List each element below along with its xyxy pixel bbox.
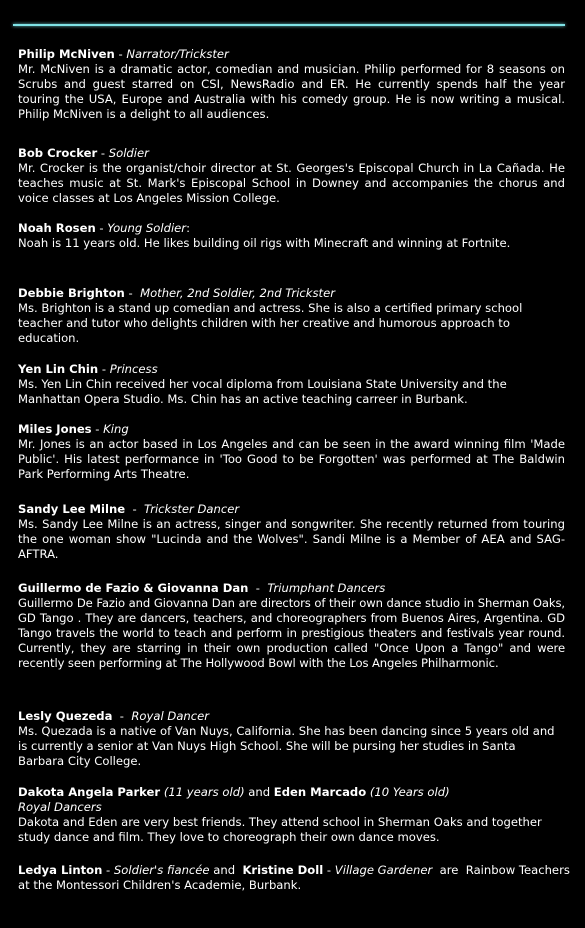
cast-role: King xyxy=(103,422,129,436)
bio-text: Mr. Jones is an actor based in Los Angeles and can be seen in the award winning film 'Made Public'. His latest performance in 'Too Good to be Forgotten' was performed at The Baldwin Park Performing Arts Theatre. xyxy=(18,437,565,481)
bio-guillermo-giovanna xyxy=(18,581,565,671)
bio-text: Mr. Crocker is the organist/choir director at St. Georges's Episcopal Church in La Cañada. He teaches music at St. Mark's Episcopal School in Downey and accompanies the chorus and voice classes at Los Angeles Mission College. xyxy=(18,161,565,205)
cast-role: Young Soldier xyxy=(107,221,187,235)
bio-miles-jones xyxy=(18,422,565,482)
bio-text: Ms. Brighton is a stand up comedian and actress. She is also a certified primary school teacher and tutor who delights children with her creative and humorous approach to education. xyxy=(18,301,523,345)
bio-bob-crocker xyxy=(18,146,565,206)
cast-role: Royal Dancer xyxy=(131,709,210,723)
cast-name: Debbie Brighton xyxy=(18,286,125,300)
bio-heading xyxy=(18,422,565,437)
bio-noah-rosen xyxy=(18,221,565,251)
conjunction: and xyxy=(244,785,274,799)
bio-text: Ms. Sandy Lee Milne is an actress, singer and songwriter. She recently returned from touring the one woman show "Lucinda and the Wolves". Sandi Milne is a Member of AEA and SAG-AFTRA. xyxy=(18,517,565,561)
bio-text: at the Montessori Children's Academie, Burbank. xyxy=(18,878,302,892)
separator: - xyxy=(114,47,127,61)
bio-heading xyxy=(18,221,565,236)
bio-text: are Rainbow Teachers xyxy=(432,863,570,877)
conjunction: and xyxy=(209,863,243,877)
cast-role: Soldier's fiancée xyxy=(113,863,210,877)
cast-name: Ledya Linton xyxy=(18,863,103,877)
bio-text: Guillermo De Fazio and Giovanna Dan are directors of their own dance studio in Sherman Oaks, GD Tango . They are dancers, teachers, and choreographers from Buenos Aires, Argentina. GD Tango travels the world to teach and perform in prestigious theaters and festivals year round. Currently, they are starring in their own production called "Once Upon a Tango" and were recently seen performing at The Hollywood Bowl with the Los Angeles Philharmonic. xyxy=(18,596,565,670)
cast-name: Kristine Doll xyxy=(242,863,324,877)
bio-heading xyxy=(18,286,565,301)
bio-heading xyxy=(18,785,565,800)
bio-text: Noah is 11 years old. He likes building oil rigs with Minecraft and winning at Fortnite. xyxy=(18,236,511,250)
bio-heading xyxy=(18,146,565,161)
bio-text: Ms. Quezada is a native of Van Nuys, California. She has been dancing since 5 years old and is currently a senior at Van Nuys High School. She will be pursing her studies in Santa Barbara City College. xyxy=(18,724,555,768)
bio-lesly-quezeda xyxy=(18,709,565,769)
cast-name: Sandy Lee Milne xyxy=(18,502,126,516)
cast-role: Princess xyxy=(109,362,158,376)
separator: - xyxy=(323,863,335,877)
bio-debbie-brighton xyxy=(18,286,565,346)
colon: : xyxy=(186,221,190,235)
separator: - xyxy=(125,502,145,516)
cast-role: Trickster Dancer xyxy=(144,502,240,516)
cast-role: Narrator/Trickster xyxy=(126,47,229,61)
bio-dakota-eden xyxy=(18,785,565,845)
bio-yen-lin-chin xyxy=(18,362,565,407)
cast-name: Eden Marcado xyxy=(273,785,367,799)
bio-heading xyxy=(18,709,565,724)
cast-name: Noah Rosen xyxy=(18,221,96,235)
cast-name: Lesly Quezeda xyxy=(18,709,113,723)
separator: - xyxy=(95,221,108,235)
bio-ledya-kristine xyxy=(18,863,570,893)
cast-age: (10 Years old) xyxy=(369,785,450,799)
bio-heading xyxy=(18,362,565,377)
cast-age: (11 years old) xyxy=(163,785,245,799)
bio-philip-mcniven xyxy=(18,47,565,122)
top-divider xyxy=(13,24,565,26)
cast-role: Soldier xyxy=(108,146,149,160)
separator: - xyxy=(97,146,109,160)
bio-text: Dakota and Eden are very best friends. They attend school in Sherman Oaks and together study dance and film. They love to choreograph their own dance moves. xyxy=(18,815,542,844)
separator: - xyxy=(102,863,114,877)
separator: - xyxy=(112,709,132,723)
bio-heading xyxy=(18,47,565,62)
bio-sandy-lee-milne xyxy=(18,502,565,562)
cast-name: Miles Jones xyxy=(18,422,92,436)
cast-role: Triumphant Dancers xyxy=(267,581,386,595)
bio-heading xyxy=(18,581,565,596)
cast-role: Mother, 2nd Soldier, 2nd Trickster xyxy=(140,286,335,300)
cast-role: Royal Dancers xyxy=(18,800,102,814)
cast-name: Philip McNiven xyxy=(18,47,115,61)
bio-text: Mr. McNiven is a dramatic actor, comedian and musician. Philip performed for 8 seasons on Scrubs and guest starred on CSI, NewsRadio and ER. He currently spends half the year touring the USA, Europe and Australia with his comedy group. He is now writing a musical. Philip McNiven is a delight to all audiences. xyxy=(18,62,565,121)
cast-role: Village Gardener xyxy=(334,863,433,877)
bio-heading xyxy=(18,863,570,878)
cast-name: Bob Crocker xyxy=(18,146,98,160)
bio-text: Ms. Yen Lin Chin received her vocal diploma from Louisiana State University and the Manhattan Opera Studio. Ms. Chin has an active teaching carreer in Burbank. xyxy=(18,377,507,406)
cast-name: Guillermo de Fazio & Giovanna Dan xyxy=(18,581,249,595)
separator: - xyxy=(91,422,104,436)
bio-heading xyxy=(18,502,565,517)
cast-name: Yen Lin Chin xyxy=(18,362,99,376)
separator: - xyxy=(124,286,141,300)
cast-name: Dakota Angela Parker xyxy=(18,785,161,799)
separator: - xyxy=(98,362,110,376)
separator: - xyxy=(248,581,268,595)
